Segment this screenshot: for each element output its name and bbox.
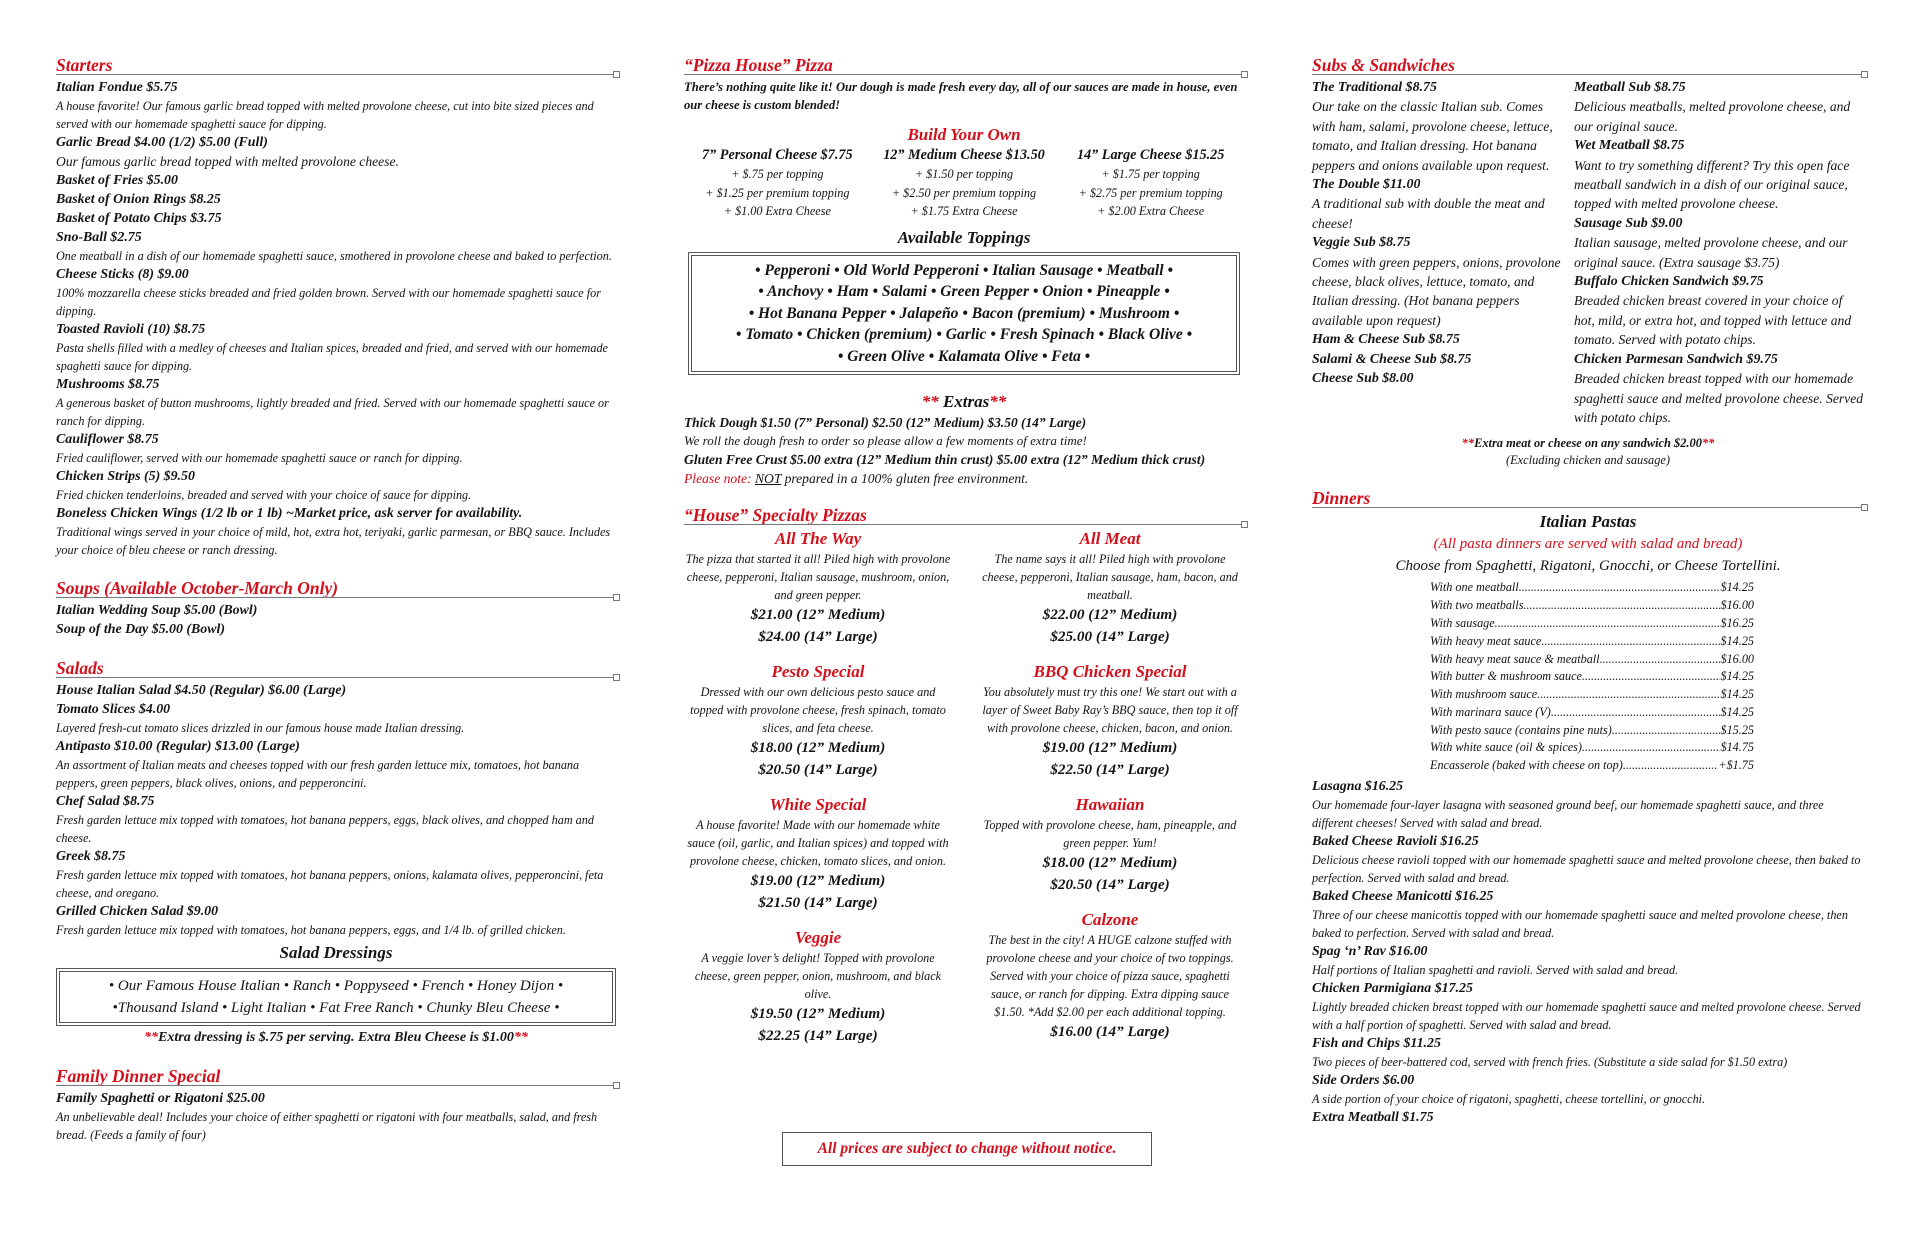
menu-item-desc: Delicious cheese ravioli topped with our homemade spaghetti sauce and melted provolone cheese, then baked to perfection. Served with salad and bread. — [1312, 853, 1861, 886]
sandwich-desc: A traditional sub with double the meat and cheese! — [1312, 196, 1545, 231]
specialty-pizzas-right — [976, 528, 1244, 1046]
toppings-line: • Green Olive • Kalamata Olive • Feta • — [837, 347, 1091, 365]
dressings-line: •Thousand Island • Light Italian • Fat Free Ranch • Chunky Bleu Cheese • — [112, 1000, 560, 1017]
section-title: Salads — [56, 658, 104, 679]
asterisks: ** — [144, 1030, 159, 1046]
subs-right — [1574, 78, 1864, 427]
size-label: 14” Large Cheese $15.25 — [1076, 147, 1225, 163]
menu-item-desc: Our famous garlic bread topped with melted provolone cheese. — [56, 154, 399, 169]
dinners-section — [1312, 487, 1864, 1127]
dot-leader — [1582, 668, 1721, 686]
sandwich-desc: Breaded chicken breast topped with our homemade spaghetti sauce and melted provolone cheese. Served with potato chips. — [1574, 371, 1864, 425]
menu-item-name: Antipasto $10.00 (Regular) $13.00 (Large) — [56, 739, 300, 755]
menu-item-name: Tomato Slices $4.00 — [56, 702, 171, 718]
pizza-desc: The name says it all! Piled high with provolone cheese, pepperoni, Italian sausage, ham, bacon, and meatball. — [982, 552, 1238, 603]
menu-item-name: Fish and Chips $11.25 — [1312, 1036, 1441, 1052]
toppings-box — [688, 252, 1240, 376]
sandwich-name: Sausage Sub $9.00 — [1574, 215, 1683, 231]
pizza-house-section — [684, 54, 1244, 488]
salads-list — [56, 681, 616, 939]
menu-item-name: Sno-Ball $2.75 — [56, 230, 142, 246]
pizza-price: $22.50 (14” Large) — [1050, 760, 1170, 778]
toppings-line: • Hot Banana Pepper • Jalapeño • Bacon (premium) • Mushroom • — [748, 304, 1180, 322]
size-price-line: + $1.75 Extra Cheese — [910, 204, 1018, 218]
sandwich-desc: Our take on the classic Italian sub. Comes with ham, salami, provolone cheese, lettuce, tomato, and Italian dressing. Hot banana peppers and onions available upon request. — [1312, 99, 1553, 173]
specialty-pizzas-left — [684, 528, 952, 1046]
subs-left — [1312, 78, 1574, 427]
pizza-name: Hawaiian — [1075, 795, 1145, 815]
pizza-price: $20.50 (14” Large) — [758, 760, 878, 778]
specialty-pizza — [976, 794, 1244, 895]
pasta-option-price: $14.25 — [1720, 687, 1754, 702]
menu-item-name: Boneless Chicken Wings (1/2 lb or 1 lb) ~Market price, ask server for availability. — [56, 506, 523, 522]
menu-item-desc: Fried cauliflower, served with our homemade spaghetti sauce or ranch for dipping. — [56, 451, 463, 466]
sandwich-name: Meatball Sub $8.75 — [1574, 80, 1686, 95]
sandwich-name: Chicken Parmesan Sandwich $9.75 — [1574, 351, 1778, 367]
pizza-intro: There’s nothing quite like it! Our dough is made fresh every day, all of our sauces are made in house, even our cheese is custom blended! — [684, 80, 1238, 112]
menu-item-desc: A generous basket of button mushrooms, lightly breaded and fried. Served with our homemade spaghetti sauce or ranch for dipping. — [56, 396, 609, 429]
dot-leader — [1519, 579, 1721, 597]
pasta-option-label: With butter & mushroom sauce — [1430, 669, 1582, 684]
sandwich-name: Ham & Cheese Sub $8.75 — [1312, 332, 1460, 348]
price-notice-box — [782, 1132, 1152, 1166]
pasta-option — [1430, 668, 1754, 686]
menu-item-desc: One meatball in a dish of our homemade spaghetti sauce, smothered in provolone cheese and baked to perfection. — [56, 249, 612, 264]
toppings-line: • Anchovy • Ham • Salami • Green Pepper • Onion • Pineapple • — [758, 283, 1170, 301]
starters-section — [56, 54, 616, 559]
pasta-option — [1430, 686, 1754, 704]
size-price-line: + $2.75 per premium topping — [1078, 185, 1223, 200]
menu-item-name: Basket of Potato Chips $3.75 — [56, 211, 222, 227]
sandwich-name: Cheese Sub $8.00 — [1312, 371, 1414, 387]
section-header — [56, 657, 616, 679]
menu-item-name: Basket of Fries $5.00 — [56, 173, 178, 189]
subs-section — [1312, 54, 1864, 469]
specialty-pizzas-grid — [684, 528, 1244, 1046]
menu-item-name: Italian Fondue $5.75 — [56, 80, 178, 95]
soups-section — [56, 577, 616, 639]
menu-item-name: Side Orders $6.00 — [1312, 1073, 1415, 1089]
dressing-note-text: Extra dressing is $.75 per serving. Extra Bleu Cheese is $1.00 — [158, 1030, 514, 1046]
pizza-desc: The best in the city! A HUGE calzone stuffed with provolone cheese and your choice of two toppings. Served with your choice of pizza sauce, spaghetti sauce, or ranch for dipping. Extra dipping sauce $1.50. *Add $2.00 per each additional topping. — [986, 933, 1234, 1020]
sandwich-desc: Delicious meatballs, melted provolone cheese, and our original sauce. — [1574, 99, 1851, 134]
section-rule-end — [1241, 521, 1248, 528]
pasta-option — [1430, 615, 1754, 633]
sandwich-note-sub: (Excluding chicken and sausage) — [1505, 453, 1671, 468]
asterisks: ** — [1461, 436, 1475, 451]
pasta-option — [1430, 757, 1754, 775]
pasta-note: (All pasta dinners are served with salad and bread) — [1433, 536, 1743, 553]
section-rule — [1312, 74, 1864, 75]
pizza-price: $25.00 (14” Large) — [1050, 627, 1170, 645]
menu-item-name: Family Spaghetti or Rigatoni $25.00 — [56, 1091, 265, 1107]
pizza-name: White Special — [769, 795, 867, 815]
pizza-price: $18.00 (12” Medium) — [750, 739, 886, 757]
sandwich-desc: Italian sausage, melted provolone cheese, and our original sauce. (Extra sausage $3.75) — [1574, 235, 1848, 270]
salad-dressings-box — [56, 968, 616, 1026]
section-header — [56, 54, 616, 76]
thick-dough-desc: We roll the dough fresh to order so please allow a few moments of extra time! — [684, 433, 1087, 449]
specialty-pizzas-section — [684, 504, 1244, 1046]
pasta-option-label: With marinara sauce (V) — [1430, 704, 1551, 719]
dressings-line: • Our Famous House Italian • Ranch • Poppyseed • French • Honey Dijon • — [108, 978, 564, 995]
dot-leader — [1541, 633, 1720, 651]
pizza-desc: Dressed with our own delicious pesto sauce and topped with provolone cheese, fresh spinach, tomato slices, and feta cheese. — [690, 685, 946, 736]
menu-item-name: House Italian Salad $4.50 (Regular) $6.00 (Large) — [56, 683, 347, 699]
dot-leader — [1551, 704, 1721, 722]
asterisks: ** — [513, 1030, 528, 1046]
menu-item-name: Baked Cheese Manicotti $16.25 — [1312, 889, 1494, 905]
pizza-desc: A house favorite! Made with our homemade white sauce (oil, garlic, and Italian spices) and topped with provolone cheese, chicken, tomato slices, and onion. — [687, 818, 949, 869]
build-your-own-sizes — [684, 146, 1244, 221]
sandwich-name: The Double $11.00 — [1312, 177, 1421, 193]
pasta-option-price: +$1.75 — [1718, 758, 1754, 773]
menu-column-center — [684, 54, 1244, 1046]
pasta-option-price: $14.25 — [1720, 669, 1754, 684]
pasta-option-price: $14.25 — [1720, 633, 1754, 648]
sandwich-desc: Comes with green peppers, onions, provolone cheese, black olives, lettuce, tomato, and Italian dressing. (Hot banana peppers available upon request) — [1312, 254, 1561, 328]
pasta-option-price: $16.00 — [1720, 598, 1754, 613]
menu-item-desc: 100% mozzarella cheese sticks breaded and fried golden brown. Served with our homemade spaghetti sauce for dipping. — [56, 286, 601, 319]
pasta-price-list — [1430, 579, 1754, 775]
menu-item-name: Chicken Parmigiana $17.25 — [1312, 981, 1473, 997]
menu-item-desc: Half portions of Italian spaghetti and ravioli. Served with salad and bread. — [1312, 963, 1679, 978]
size-price-line: + $1.75 per topping — [1101, 167, 1200, 181]
sandwich-note — [1312, 435, 1864, 452]
menu-item-name: Toasted Ravioli (10) $8.75 — [56, 322, 206, 338]
pizza-desc: The pizza that started it all! Piled high with provolone cheese, pepperoni, Italian sausage, mushroom, onion, and green pepper. — [685, 552, 951, 603]
dressing-note — [56, 1028, 616, 1047]
size-price-line: + $1.50 per topping — [914, 167, 1014, 181]
toppings-line: • Pepperoni • Old World Pepperoni • Italian Sausage • Meatball • — [755, 261, 1173, 279]
pizza-name: Calzone — [1081, 910, 1139, 930]
pizza-price: $19.00 (12” Medium) — [750, 872, 886, 890]
menu-item-desc: A side portion of your choice of rigatoni, spaghetti, cheese tortellini, or gnocchi. — [1312, 1092, 1706, 1107]
pizza-price: $21.50 (14” Large) — [758, 893, 878, 911]
menu-item-desc: Two pieces of beer-battered cod, served with french fries. (Substitute a side salad for $1.50 extra) — [1312, 1055, 1788, 1070]
pizza-price: $19.50 (12” Medium) — [750, 1005, 886, 1023]
pasta-option-label: With sausage — [1430, 615, 1495, 630]
menu-item-desc: Fresh garden lettuce mix topped with tomatoes, hot banana peppers, onions, kalamata olives, pepperoncini, feta cheese, and oregano. — [56, 868, 604, 901]
asterisks: ** — [1701, 436, 1715, 451]
section-rule-end — [613, 594, 620, 601]
pizza-price: $16.00 (14” Large) — [1050, 1023, 1170, 1041]
asterisks: ** — [989, 392, 1007, 412]
section-title: “House” Specialty Pizzas — [684, 505, 867, 526]
section-title: Soups (Available October-March Only) — [56, 578, 339, 599]
section-header — [1312, 54, 1864, 76]
extras-title-text: Extras — [938, 392, 990, 412]
pizza-price: $18.00 (12” Medium) — [1042, 854, 1178, 872]
pasta-option — [1430, 704, 1754, 722]
size-price-line: + $1.25 per premium topping — [705, 185, 850, 200]
toppings-line: • Tomato • Chicken (premium) • Garlic • Fresh Spinach • Black Olive • — [735, 326, 1193, 344]
size-label: 12” Medium Cheese $13.50 — [883, 147, 1045, 163]
pasta-option-price: $16.25 — [1720, 615, 1754, 630]
pizza-price: $24.00 (14” Large) — [758, 627, 878, 645]
section-rule-end — [1241, 71, 1248, 78]
section-rule-end — [1861, 504, 1868, 511]
available-toppings-title: Available Toppings — [897, 227, 1031, 247]
menu-item-name: Baked Cheese Ravioli $16.25 — [1312, 834, 1479, 850]
menu-item-desc: An assortment of Italian meats and cheeses topped with our fresh garden lettuce mix, tomatoes, hot banana peppers, green peppers, black olives, onions, and pepperoncini. — [56, 758, 580, 791]
gluten-note-label: Please note: — [684, 471, 755, 487]
section-rule — [56, 597, 616, 598]
pasta-option — [1430, 722, 1754, 740]
italian-pastas-title: Italian Pastas — [1539, 512, 1637, 532]
section-header — [56, 577, 616, 599]
size-option — [871, 146, 1058, 221]
section-rule — [56, 74, 616, 75]
extras-title — [684, 391, 1244, 413]
dot-leader — [1612, 722, 1721, 740]
menu-item-name: Garlic Bread $4.00 (1/2) $5.00 (Full) — [56, 135, 268, 150]
menu-item-desc: Our homemade four-layer lasagna with seasoned ground beef, our homemade spaghetti sauce, and three different cheeses! Served with salad and bread. — [1312, 798, 1824, 831]
pizza-name: Veggie — [794, 928, 842, 948]
salad-dressings-list — [59, 971, 613, 1023]
menu-item-desc: An unbelievable deal! Includes your choice of either spaghetti or rigatoni with four meatballs, salad, and fresh bread. (Feeds a family of four) — [56, 1110, 598, 1143]
pizza-price: $19.00 (12” Medium) — [1042, 739, 1178, 757]
menu-item-name: Soup of the Day $5.00 (Bowl) — [56, 622, 226, 638]
section-header — [684, 504, 1244, 526]
size-price-line: + $1.00 Extra Cheese — [723, 204, 831, 218]
pasta-option — [1430, 633, 1754, 651]
menu-item-desc: Fried chicken tenderloins, breaded and served with your choice of sauce for dipping. — [56, 488, 472, 503]
specialty-pizza — [684, 927, 952, 1046]
sandwich-note-text: Extra meat or cheese on any sandwich $2.00 — [1474, 436, 1702, 451]
section-rule — [56, 677, 616, 678]
size-price-line: + $2.00 Extra Cheese — [1097, 204, 1205, 218]
pasta-option-label: With pesto sauce (contains pine nuts) — [1430, 722, 1612, 737]
sandwich-desc: Want to try something different? Try this open face meatball sandwich in a dish of our original sauce, topped with melted provolone cheese. — [1574, 157, 1850, 212]
pasta-option-price: $16.00 — [1720, 651, 1754, 666]
gluten-free-option — [684, 450, 1244, 488]
menu-item-desc: Three of our cheese manicottis topped with our homemade spaghetti sauce and melted provolone cheese, then baked to perfection. Served with salad and bread. — [1312, 908, 1848, 941]
sandwich-name: Veggie Sub $8.75 — [1312, 235, 1411, 251]
asterisks: ** — [921, 392, 939, 412]
pasta-option-label: With one meatball — [1430, 580, 1519, 595]
dot-leader — [1537, 686, 1720, 704]
subs-grid — [1312, 78, 1864, 427]
menu-item-name: Cheese Sticks (8) $9.00 — [56, 267, 189, 283]
pizza-desc: You absolutely must try this one! We start out with a layer of Sweet Baby Ray’s BBQ sauce, then top it off with provolone cheese, chicken, bacon, and onion. — [982, 685, 1238, 736]
gluten-note-not: NOT — [754, 471, 782, 487]
section-title: Dinners — [1312, 488, 1371, 509]
section-header — [684, 54, 1244, 76]
pizza-price: $20.50 (14” Large) — [1050, 875, 1170, 893]
menu-column-left — [56, 54, 616, 1144]
pasta-option-price: $15.25 — [1720, 722, 1754, 737]
section-rule — [56, 1085, 616, 1086]
dinners-list — [1312, 777, 1864, 1127]
section-rule — [684, 524, 1244, 525]
size-option — [684, 146, 871, 221]
menu-item-name: Chicken Strips (5) $9.50 — [56, 469, 195, 485]
sandwich-desc: Breaded chicken breast covered in your choice of hot, mild, or extra hot, and topped with lettuce and tomato. Served with potato chips. — [1574, 293, 1852, 348]
menu-item-name: Grilled Chicken Salad $9.00 — [56, 904, 219, 920]
pasta-option — [1430, 597, 1754, 615]
specialty-pizza — [684, 794, 952, 913]
sandwich-name: Wet Meatball $8.75 — [1574, 138, 1685, 154]
size-option — [1057, 146, 1244, 221]
pasta-choose: Choose from Spaghetti, Rigatoni, Gnocchi, or Cheese Tortellini. — [1395, 558, 1781, 575]
pasta-option-price: $14.25 — [1720, 580, 1754, 595]
pizza-price: $21.00 (12” Medium) — [750, 606, 886, 624]
section-header — [1312, 487, 1864, 509]
menu-item-name: Cauliflower $8.75 — [56, 432, 159, 448]
menu-item-desc: Traditional wings served in your choice of mild, hot, extra hot, teriyaki, garlic parmesan, or BBQ sauce. Includes your choice of bleu cheese or ranch dressing. — [56, 525, 611, 558]
pasta-option-label: With mushroom sauce — [1430, 687, 1538, 702]
menu-item-name: Italian Wedding Soup $5.00 (Bowl) — [56, 603, 258, 619]
sandwich-name: The Traditional $8.75 — [1312, 80, 1437, 95]
pizza-price: $22.25 (14” Large) — [758, 1026, 878, 1044]
pizza-desc: A veggie lover’s delight! Topped with provolone cheese, green pepper, onion, mushroom, and black olive. — [694, 951, 942, 1002]
section-rule-end — [613, 1082, 620, 1089]
sandwich-name: Salami & Cheese Sub $8.75 — [1312, 351, 1472, 367]
starters-list — [56, 78, 616, 559]
specialty-pizza — [684, 661, 952, 780]
salads-section — [56, 657, 616, 1047]
pasta-option-price: $14.75 — [1720, 740, 1754, 755]
toppings-list — [691, 255, 1237, 373]
dot-leader — [1495, 615, 1721, 633]
gluten-note-text: prepared in a 100% gluten free environment. — [781, 471, 1029, 487]
dot-leader — [1582, 739, 1721, 757]
family-dinner-section — [56, 1065, 616, 1144]
thick-dough-option: Thick Dough $1.50 (7” Personal) $2.50 (12” Medium) $3.50 (14” Large) — [684, 415, 1087, 431]
salad-dressings-title: Salad Dressings — [279, 943, 393, 963]
gluten-free-text: Gluten Free Crust $5.00 extra (12” Medium thin crust) $5.00 extra (12” Medium thick crust) — [684, 452, 1206, 468]
section-title: “Pizza House” Pizza — [684, 55, 833, 75]
pizza-price: $22.00 (12” Medium) — [1042, 606, 1178, 624]
menu-item-name: Spag ‘n’ Rav $16.00 — [1312, 944, 1428, 960]
pasta-option — [1430, 739, 1754, 757]
menu-item-name: Extra Meatball $1.75 — [1312, 1110, 1434, 1126]
pizza-name: BBQ Chicken Special — [1033, 662, 1187, 682]
section-rule-end — [613, 674, 620, 681]
sandwich-name: Buffalo Chicken Sandwich $9.75 — [1574, 274, 1764, 290]
pasta-option — [1430, 651, 1754, 669]
menu-item-desc: Pasta shells filled with a medley of cheeses and Italian spices, breaded and fried, and served with our homemade spaghetti sauce for dipping. — [56, 341, 608, 374]
menu-item-desc: A house favorite! Our famous garlic bread topped with melted provolone cheese, cut into bite sized pieces and served with our homemade spaghetti sauce for dipping. — [56, 99, 594, 131]
menu-item-desc: Fresh garden lettuce mix topped with tomatoes, hot banana peppers, eggs, black olives, and chopped ham and cheese. — [56, 813, 594, 846]
size-label: 7” Personal Cheese $7.75 — [702, 147, 853, 163]
specialty-pizza — [976, 528, 1244, 647]
menu-item-name: Chef Salad $8.75 — [56, 794, 155, 810]
pasta-option-label: With two meatballs — [1430, 598, 1524, 613]
menu-item-name: Mushrooms $8.75 — [56, 377, 160, 393]
dot-leader — [1600, 651, 1721, 669]
build-your-own-title: Build Your Own — [907, 125, 1021, 144]
pasta-option-label: With white sauce (oil & spices) — [1430, 740, 1582, 755]
section-rule — [1312, 507, 1864, 508]
pasta-option-label: Encasserole (baked with cheese on top) — [1430, 758, 1623, 773]
menu-item-desc: Lightly breaded chicken breast topped with our homemade spaghetti sauce and melted provolone cheese. Served with a half portion of spaghetti. Served with salad and bread. — [1312, 1000, 1861, 1033]
family-dinner-list — [56, 1089, 616, 1144]
menu-item-name: Greek $8.75 — [56, 849, 126, 865]
section-rule-end — [613, 71, 620, 78]
price-notice: All prices are subject to change without notice. — [817, 1140, 1117, 1157]
pasta-option-price: $14.25 — [1720, 704, 1754, 719]
menu-column-right — [1312, 54, 1864, 1127]
section-rule — [684, 74, 1244, 75]
size-price-line: + $.75 per topping — [731, 167, 824, 181]
dot-leader — [1623, 757, 1719, 775]
pasta-option-label: With heavy meat sauce — [1430, 633, 1542, 648]
menu-item-desc: Fresh garden lettuce mix topped with tomatoes, hot banana peppers, eggs, and 1/4 lb. of grilled chicken. — [56, 923, 566, 938]
menu-item-name: Basket of Onion Rings $8.25 — [56, 192, 221, 208]
pizza-name: Pesto Special — [771, 662, 865, 682]
section-title: Subs & Sandwiches — [1312, 55, 1455, 75]
pasta-option-label: With heavy meat sauce & meatball — [1430, 651, 1600, 666]
specialty-pizza — [976, 661, 1244, 780]
dot-leader — [1523, 597, 1720, 615]
pizza-name: All Meat — [1079, 529, 1141, 549]
menu-item-name: Lasagna $16.25 — [1312, 779, 1404, 795]
specialty-pizza — [684, 528, 952, 647]
section-rule-end — [1861, 71, 1868, 78]
soups-list — [56, 601, 616, 639]
section-title: Starters — [56, 55, 113, 75]
specialty-pizza — [976, 909, 1244, 1043]
section-header — [56, 1065, 616, 1087]
section-title: Family Dinner Special — [56, 1066, 221, 1087]
size-price-line: + $2.50 per premium topping — [891, 185, 1037, 200]
pizza-desc: Topped with provolone cheese, ham, pineapple, and green pepper. Yum! — [983, 818, 1237, 851]
pizza-name: All The Way — [774, 529, 862, 549]
menu-item-desc: Layered fresh-cut tomato slices drizzled in our famous house made Italian dressing. — [56, 721, 465, 736]
pasta-option — [1430, 579, 1754, 597]
